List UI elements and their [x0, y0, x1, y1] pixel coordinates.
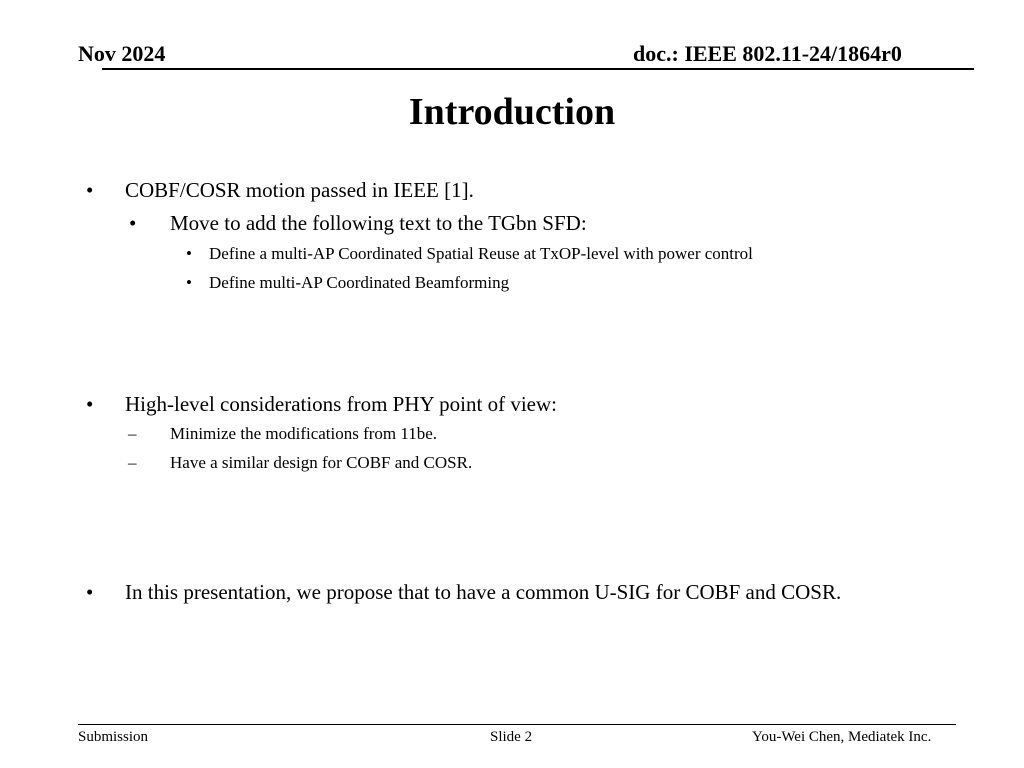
footer-divider — [78, 724, 956, 725]
bullet-text: High-level considerations from PHY point of view: — [125, 392, 557, 416]
header-divider — [102, 68, 974, 70]
bullet-marker: • — [86, 580, 94, 604]
sub-sub-bullet-marker: • — [186, 273, 192, 292]
bullet-marker: • — [86, 392, 94, 416]
header-date: Nov 2024 — [78, 41, 166, 66]
sub-sub-bullet-text: Define a multi-AP Coordinated Spatial Reuse at TxOP-level with power control — [209, 244, 753, 263]
slide-title: Introduction — [408, 91, 616, 133]
sub-sub-bullet-text: Define multi-AP Coordinated Beamforming — [209, 273, 510, 292]
footer-author: You-Wei Chen, Mediatek Inc. — [752, 729, 932, 745]
dash-marker: – — [128, 424, 137, 443]
sub-sub-bullet-marker: • — [186, 244, 192, 263]
sub-bullet-text: Move to add the following text to the TGbn SFD: — [170, 211, 587, 235]
dash-item-text: Minimize the modifications from 11be. — [170, 424, 438, 443]
bullet-text: In this presentation, we propose that to have a common U-SIG for COBF and COSR. — [125, 580, 842, 604]
sub-bullet-marker: • — [129, 211, 137, 235]
footer-submission: Submission — [78, 729, 149, 745]
bullet-marker: • — [86, 178, 94, 202]
dash-marker: – — [128, 453, 137, 472]
header-doc-id: doc.: IEEE 802.11-24/1864r0 — [633, 41, 902, 66]
dash-item-text: Have a similar design for COBF and COSR. — [170, 453, 473, 472]
footer-slide-number: Slide 2 — [490, 729, 533, 745]
bullet-text: COBF/COSR motion passed in IEEE [1]. — [125, 178, 474, 202]
